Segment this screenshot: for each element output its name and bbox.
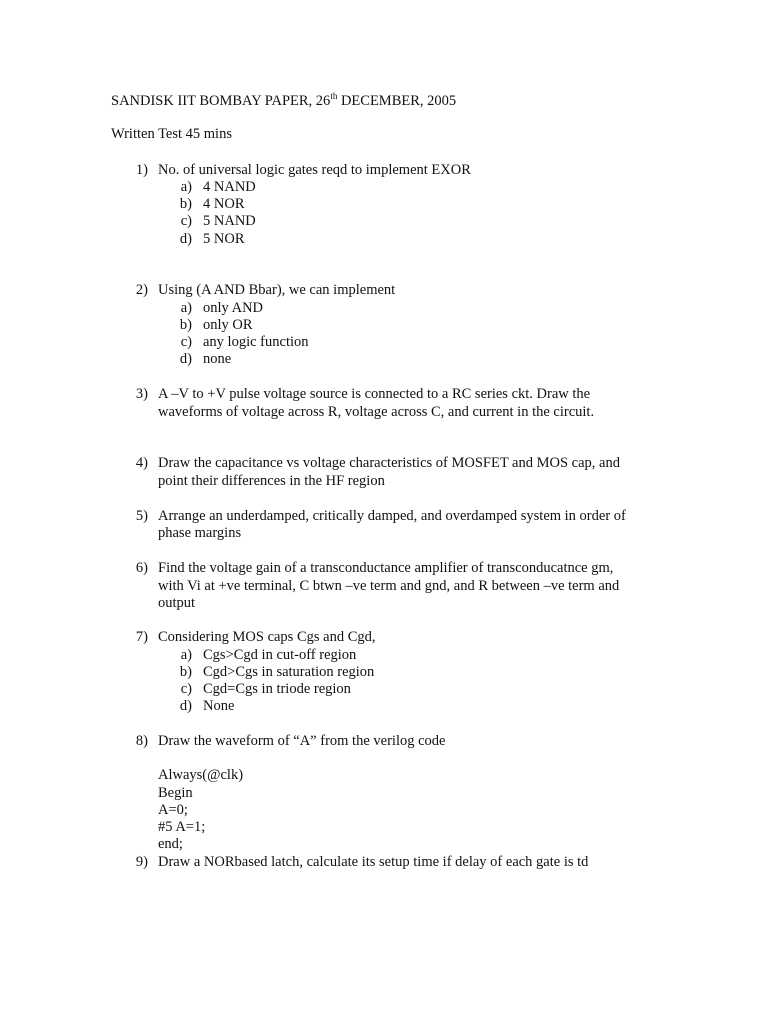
question-number: 4): [135, 455, 148, 471]
option-letter: b): [179, 317, 192, 333]
question-text: Considering MOS caps Cgs and Cgd,: [158, 629, 376, 645]
question-number: 2): [135, 282, 148, 298]
page-subtitle: Written Test 45 mins: [111, 126, 232, 142]
code-line: Begin: [158, 785, 193, 801]
question-text: point their differences in the HF region: [158, 473, 385, 489]
question-text: phase margins: [158, 525, 242, 541]
question-number: 5): [135, 508, 148, 524]
option-letter: b): [179, 196, 192, 212]
code-line: A=0;: [158, 802, 188, 818]
option-letter: a): [180, 179, 192, 195]
code-line: #5 A=1;: [158, 819, 206, 835]
option-letter: d): [179, 351, 192, 367]
option-letter: d): [179, 698, 192, 714]
option-text: Cgd=Cgs in triode region: [203, 681, 351, 697]
page-title: SANDISK IIT BOMBAY PAPER, 26th DECEMBER, 2005: [111, 91, 457, 109]
question-number: 3): [135, 386, 148, 402]
question-number: 1): [135, 162, 148, 178]
option-letter: b): [179, 664, 192, 680]
option-text: Cgd>Cgs in saturation region: [203, 664, 375, 680]
option-text: 5 NAND: [203, 213, 256, 229]
option-text: none: [203, 351, 232, 367]
option-letter: a): [180, 300, 192, 316]
question-text: output: [158, 595, 196, 611]
question-text: No. of universal logic gates reqd to implement EXOR: [158, 162, 471, 178]
question-text: Arrange an underdamped, critically damped, and overdamped system in order of: [158, 508, 626, 524]
question-number: 6): [135, 560, 148, 576]
option-letter: d): [179, 231, 192, 247]
option-letter: c): [180, 334, 192, 350]
option-text: Cgs>Cgd in cut-off region: [203, 647, 357, 663]
option-text: only AND: [203, 300, 264, 316]
option-letter: c): [180, 213, 192, 229]
question-number: 7): [135, 629, 148, 645]
question-text: A –V to +V pulse voltage source is connected to a RC series ckt. Draw the: [158, 386, 591, 402]
question-text: Draw the waveform of “A” from the verilog code: [158, 733, 446, 749]
option-text: 4 NOR: [203, 196, 245, 212]
question-text: waveforms of voltage across R, voltage across C, and current in the circuit.: [158, 404, 595, 420]
question-text: with Vi at +ve terminal, C btwn –ve term and gnd, and R between –ve term and: [158, 578, 620, 594]
option-letter: a): [180, 647, 192, 663]
option-text: only OR: [203, 317, 253, 333]
option-text: 4 NAND: [203, 179, 256, 195]
question-number: 8): [135, 733, 148, 749]
option-letter: c): [180, 681, 192, 697]
option-text: None: [203, 698, 235, 714]
question-text: Find the voltage gain of a transconductance amplifier of transconducatnce gm,: [158, 560, 614, 576]
question-text: Draw the capacitance vs voltage characteristics of MOSFET and MOS cap, and: [158, 455, 620, 471]
option-text: any logic function: [203, 334, 309, 350]
code-line: end;: [158, 836, 183, 852]
question-number: 9): [135, 854, 148, 870]
option-text: 5 NOR: [203, 231, 245, 247]
code-line: Always(@clk): [158, 767, 244, 783]
question-text: Using (A AND Bbar), we can implement: [158, 282, 396, 298]
question-text: Draw a NORbased latch, calculate its setup time if delay of each gate is td: [158, 854, 589, 870]
